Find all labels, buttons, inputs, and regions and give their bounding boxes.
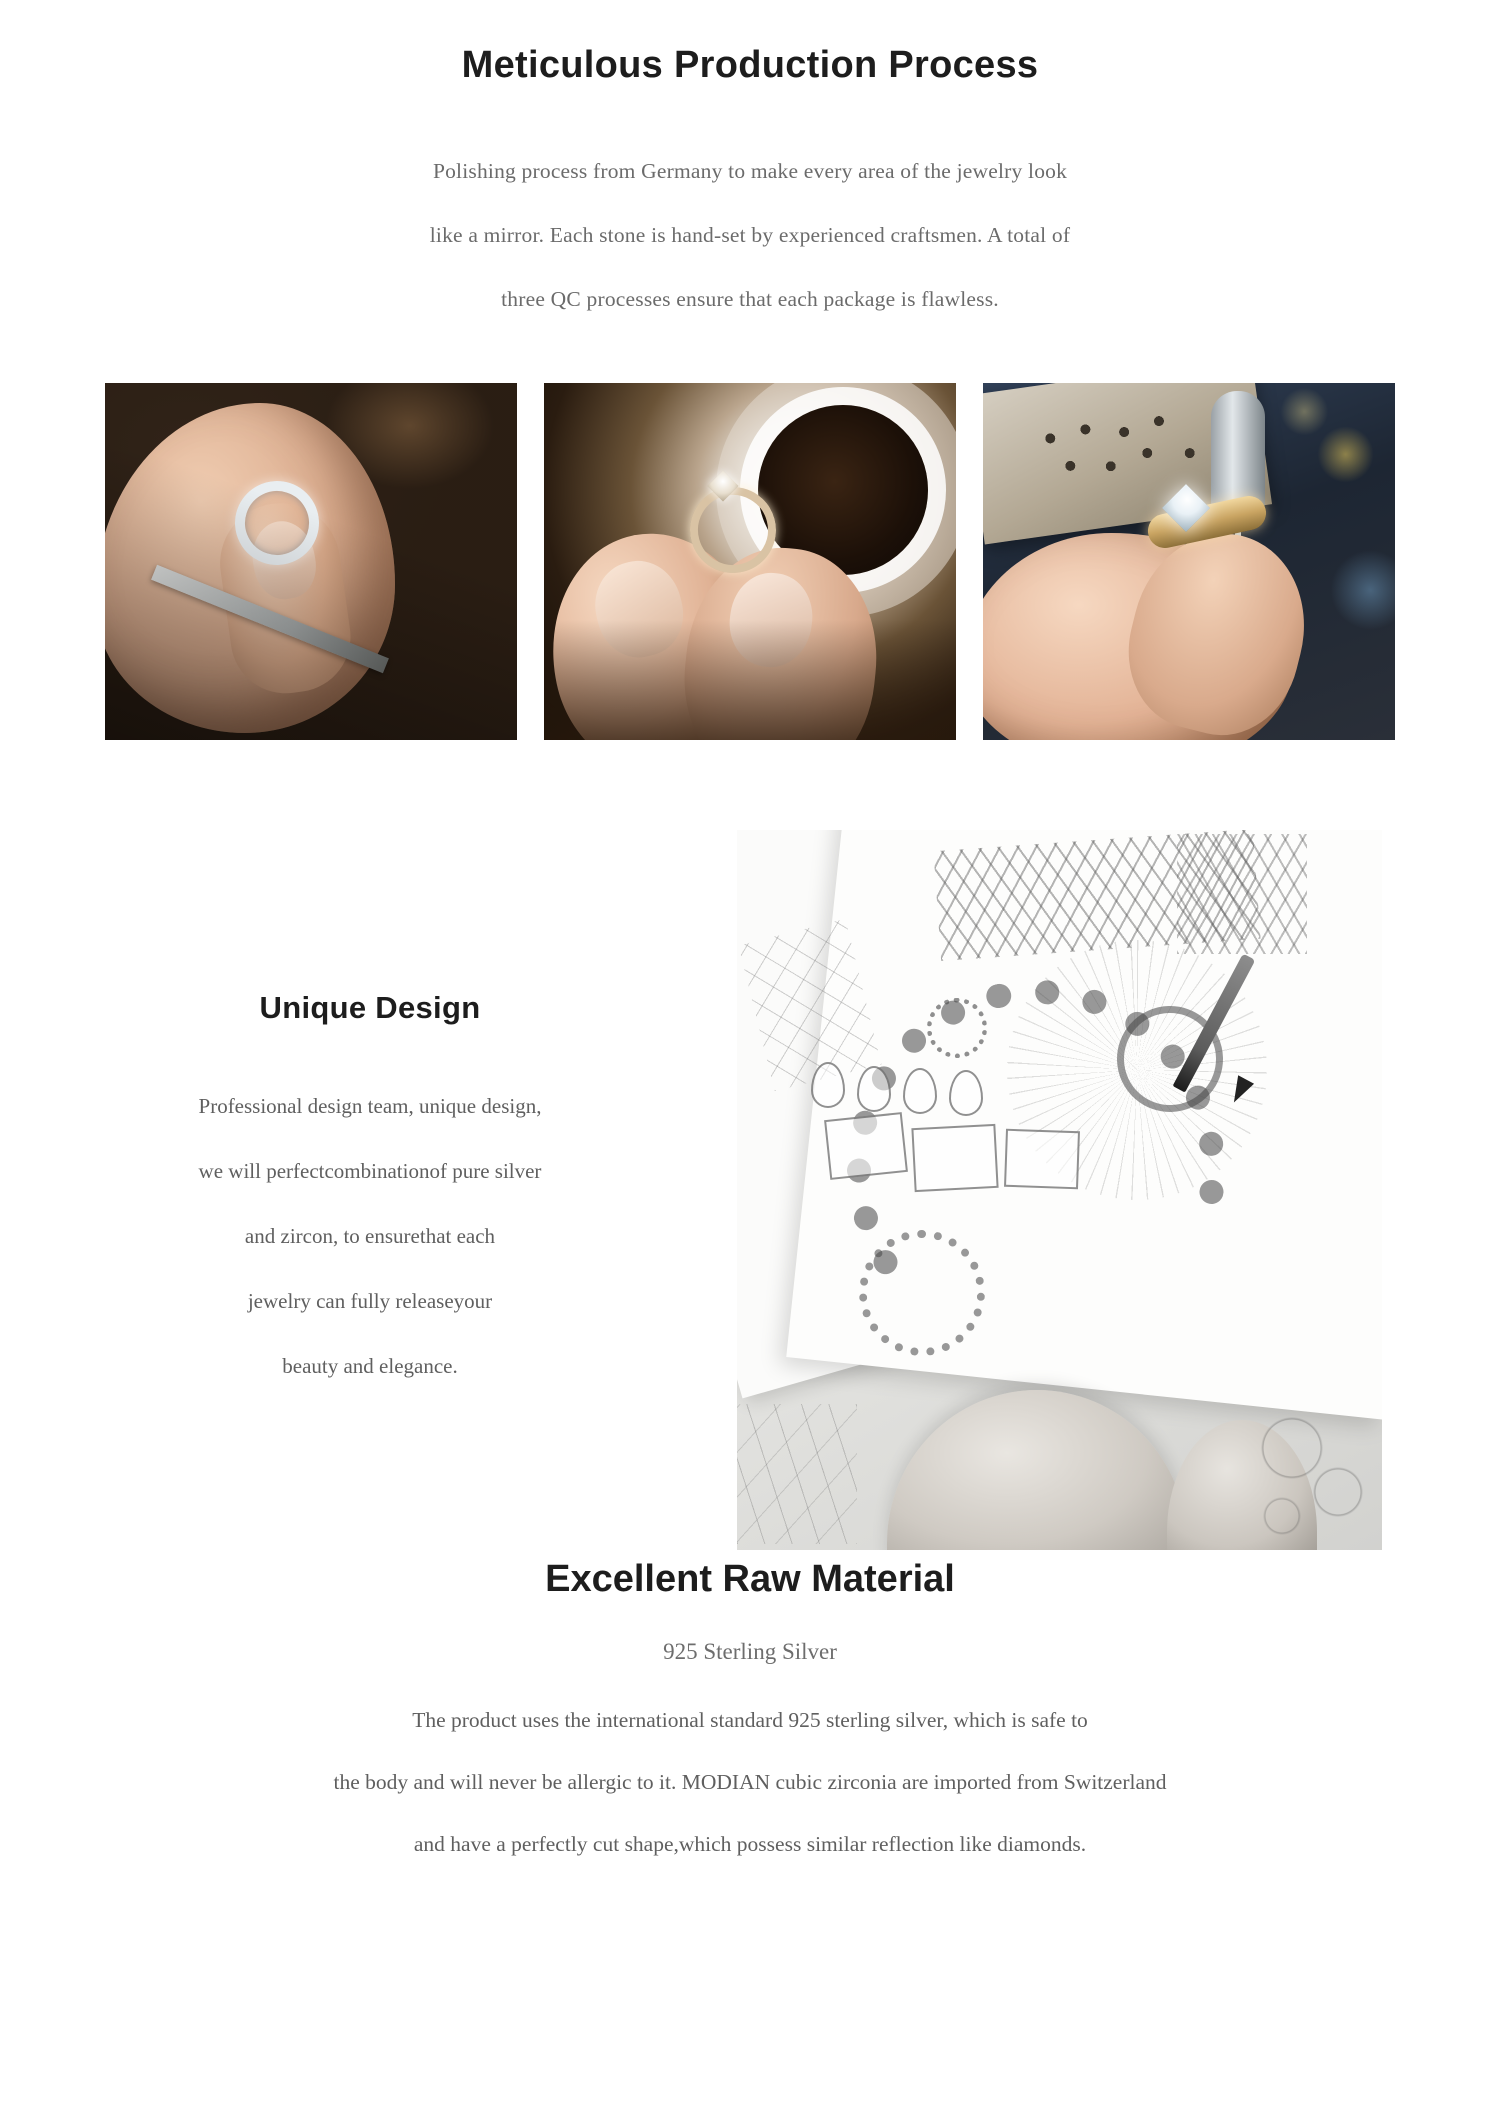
design-paragraph	[60, 1074, 680, 1399]
design-paragraph-line-5: beauty and elegance.	[282, 1354, 458, 1378]
lattice-pattern-sketch-2	[1177, 834, 1307, 954]
photo-polishing-wheel	[544, 383, 956, 740]
material-title: Excellent Raw Material	[545, 1558, 955, 1600]
material-paragraph-line-3: and have a perfectly cut shape,which possess similar reflection like diamonds.	[413, 1832, 1087, 1856]
design-paragraph-line-4: jewelry can fully releaseyour	[247, 1289, 493, 1313]
page-title: Meticulous Production Process	[461, 44, 1039, 86]
emerald-cut-stone-sketch	[824, 1112, 908, 1180]
design-paragraph-line-2: we will perfectcombinationof pure silver	[198, 1159, 542, 1183]
section-raw-material	[0, 1558, 1500, 1915]
production-paragraph-line-1: Polishing process from Germany to make every area of the jewelry look	[432, 159, 1068, 183]
design-paragraph-line-1: Professional design team, unique design,	[198, 1094, 542, 1118]
floral-sketch	[1252, 1400, 1382, 1550]
production-paragraph-line-3: three QC processes ensure that each package is flawless.	[501, 287, 999, 311]
small-ring-sketch	[927, 998, 987, 1058]
material-subtitle: 925 Sterling Silver	[663, 1639, 837, 1664]
emerald-cut-stone-sketch	[1004, 1129, 1080, 1190]
eternity-band-sketch	[859, 1230, 985, 1356]
hand-shape	[887, 1390, 1187, 1550]
setting-tool-shape	[1211, 391, 1265, 511]
design-paragraph-line-3: and zircon, to ensurethat each	[244, 1224, 496, 1248]
design-text-block	[60, 990, 680, 1399]
emerald-cut-stone-sketch	[911, 1124, 998, 1192]
material-paragraph	[85, 1689, 1415, 1875]
scribble-sketch	[737, 1404, 857, 1544]
section-production-process	[0, 0, 1500, 740]
production-paragraph-line-2: like a mirror. Each stone is hand-set by experienced craftsmen. A total of	[429, 223, 1071, 247]
production-paragraph	[245, 139, 1255, 331]
material-paragraph-line-1: The product uses the international standard 925 sterling silver, which is safe to	[412, 1708, 1088, 1732]
photo-stone-setting	[983, 383, 1395, 740]
photo-vignette	[105, 383, 517, 740]
photo-vignette	[544, 620, 956, 740]
photo-jewelry-sketches	[737, 830, 1382, 1550]
material-paragraph-line-2: the body and will never be allergic to it. MODIAN cubic zirconia are imported from Switzerland	[333, 1770, 1167, 1794]
section-unique-design	[0, 870, 1500, 1430]
photo-filing-ring	[105, 383, 517, 740]
production-photo-row	[105, 383, 1395, 740]
design-title: Unique Design	[259, 990, 481, 1025]
